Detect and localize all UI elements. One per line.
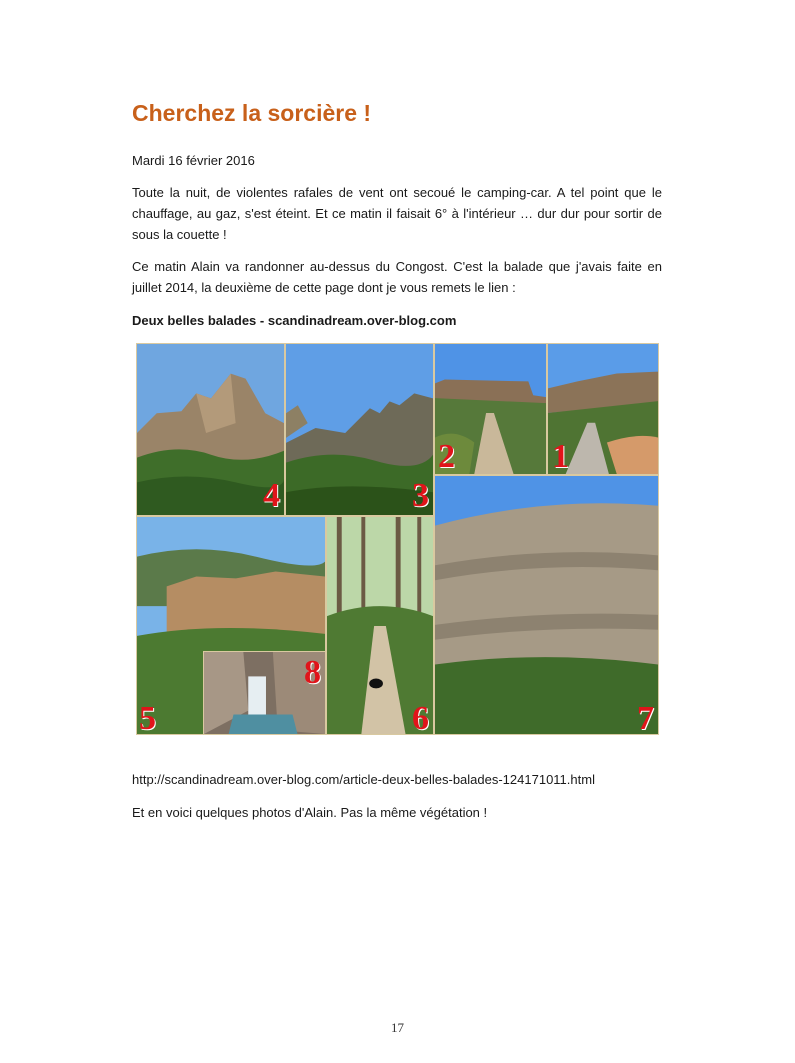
photo-collage: [136, 343, 659, 735]
paragraph-wind: Toute la nuit, de violentes rafales de vent ont secoué le camping-car. A tel point que le chauffage, au gaz, s'est éteint. Et ce matin il faisait 6° à l'intérieur … dur dur pour sortir de sous la couette !: [132, 185, 662, 242]
photo-1-road: [547, 343, 659, 475]
article-link-url[interactable]: http://scandinadream.over-blog.com/article-deux-belles-balades-124171011.html: [132, 772, 595, 787]
linked-article-title[interactable]: Deux belles balades - scandinadream.over-blog.com: [132, 313, 457, 328]
photo-label-6: 6: [412, 700, 429, 735]
photo-label-4: 4: [263, 477, 280, 514]
photo-label-3: 3: [412, 477, 429, 514]
photo-label-2: 2: [438, 438, 455, 475]
photo-label-5: 5: [139, 700, 156, 735]
article-date: Mardi 16 février 2016: [132, 153, 255, 168]
article-title: Cherchez la sorcière !: [132, 100, 372, 126]
photo-3-ridge: [285, 343, 434, 516]
photo-label-8: 8: [304, 654, 321, 691]
photo-2-path: [434, 343, 547, 475]
photo-7-canyon: [434, 475, 659, 735]
paragraph-photos: Et en voici quelques photos d'Alain. Pas la même végétation !: [132, 805, 488, 820]
page-number: 17: [391, 1020, 404, 1035]
photo-label-1: 1: [552, 438, 569, 475]
photo-6-forest-path: [326, 516, 434, 735]
photo-label-7: 7: [637, 700, 654, 735]
photo-4-rock-peaks: [136, 343, 285, 516]
photo-8-waterfall: [203, 651, 326, 735]
paragraph-hike: Ce matin Alain va randonner au-dessus du Congost. C'est la balade que j'avais faite en juillet 2014, la deuxième de cette page dont je vous remets le lien :: [132, 259, 662, 295]
